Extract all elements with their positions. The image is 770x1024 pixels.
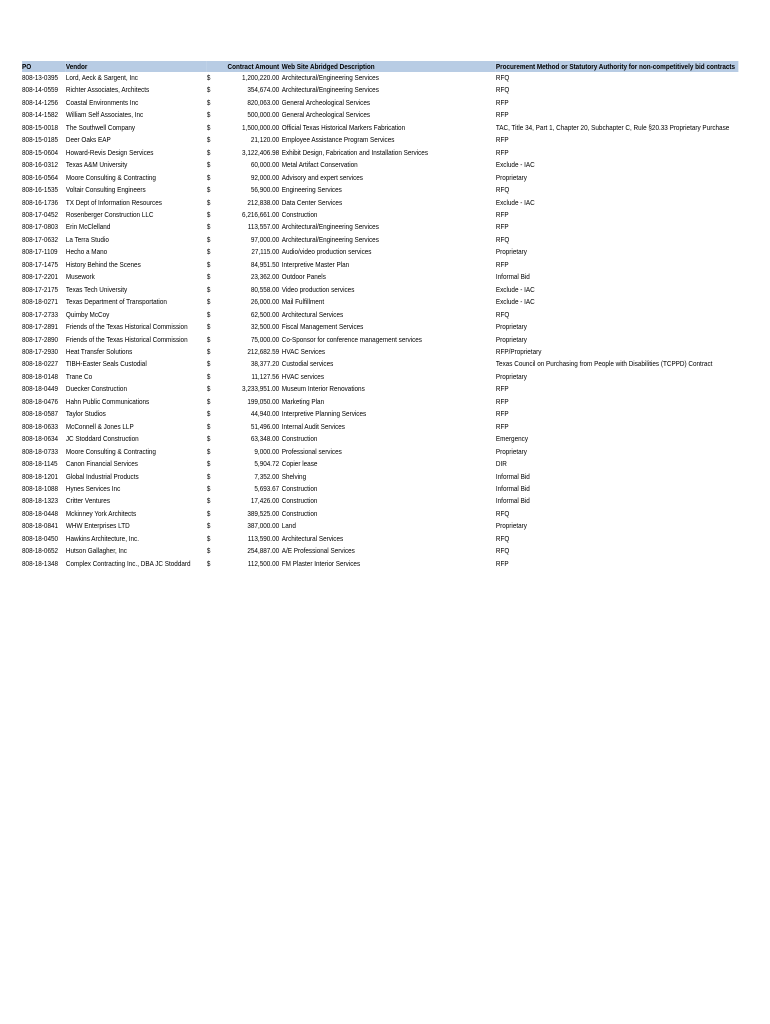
po-cell: 808-18-1088 bbox=[22, 483, 59, 493]
amount-cell: 92,000.00 bbox=[250, 172, 280, 182]
currency-symbol: $ bbox=[206, 446, 211, 456]
table-row bbox=[22, 234, 738, 246]
amount-cell: 820,063.00 bbox=[247, 97, 280, 107]
description-cell: Data Center Services bbox=[281, 197, 343, 207]
method-cell: RFP bbox=[495, 384, 509, 394]
method-cell: DIR bbox=[495, 459, 507, 469]
table-row bbox=[22, 246, 738, 258]
currency-symbol: $ bbox=[206, 459, 211, 469]
description-cell: Outdoor Panels bbox=[281, 272, 326, 282]
amount-cell: 7,352.00 bbox=[254, 471, 280, 481]
table-body bbox=[22, 72, 738, 570]
currency-symbol: $ bbox=[206, 234, 211, 244]
currency-symbol: $ bbox=[206, 297, 211, 307]
method-cell: Proprietary bbox=[495, 172, 527, 182]
currency-symbol: $ bbox=[206, 508, 211, 518]
amount-cell: 3,122,406.98 bbox=[242, 147, 280, 157]
table-row bbox=[22, 533, 738, 545]
table-row bbox=[22, 408, 738, 420]
amount-cell: 63,348.00 bbox=[250, 434, 280, 444]
amount-cell: 387,000.00 bbox=[247, 521, 280, 531]
po-cell: 808-18-0227 bbox=[22, 359, 59, 369]
vendor-cell: Friends of the Texas Historical Commission bbox=[65, 334, 188, 344]
vendor-cell: Coastal Environments Inc bbox=[65, 97, 139, 107]
amount-cell: 32,500.00 bbox=[250, 322, 280, 332]
method-cell: RFP bbox=[495, 259, 509, 269]
po-cell: 808-18-1201 bbox=[22, 471, 59, 481]
vendor-cell: Howard-Revis Design Services bbox=[65, 147, 154, 157]
description-cell: Co-Sponsor for conference management services bbox=[281, 334, 422, 344]
description-cell: Construction bbox=[281, 209, 318, 219]
amount-cell: 112,500.00 bbox=[247, 558, 280, 568]
vendor-cell: Hynes Services Inc bbox=[65, 483, 121, 493]
amount-cell: 75,000.00 bbox=[250, 334, 280, 344]
description-cell: Construction bbox=[281, 483, 318, 493]
table-row bbox=[22, 184, 738, 196]
table-row bbox=[22, 209, 738, 221]
amount-cell: 11,127.56 bbox=[251, 371, 280, 381]
method-cell: RFP bbox=[495, 409, 509, 419]
table-row bbox=[22, 147, 738, 159]
po-cell: 808-17-0803 bbox=[22, 222, 59, 232]
currency-symbol: $ bbox=[206, 322, 211, 332]
amount-cell: 44,940.00 bbox=[250, 409, 280, 419]
amount-cell: 212,838.00 bbox=[247, 197, 280, 207]
description-cell: Construction bbox=[281, 508, 318, 518]
description-cell: Marketing Plan bbox=[281, 396, 325, 406]
vendor-cell: Voltair Consulting Engineers bbox=[65, 185, 146, 195]
vendor-cell: TX Dept of Information Resources bbox=[65, 197, 162, 207]
amount-cell: 60,000.00 bbox=[250, 160, 280, 170]
contracts-table bbox=[22, 61, 738, 570]
table-row bbox=[22, 271, 738, 283]
vendor-cell: Duecker Construction bbox=[65, 384, 127, 394]
method-cell: TAC, Title 34, Part 1, Chapter 20, Subchapter C, Rule §20.33 Proprietary Purchase bbox=[495, 122, 730, 132]
table-row bbox=[22, 84, 738, 96]
po-cell: 808-17-2175 bbox=[22, 284, 59, 294]
vendor-cell: Hutson Gallagher, Inc bbox=[65, 546, 127, 556]
po-cell: 808-16-1535 bbox=[22, 185, 59, 195]
amount-cell: 389,525.00 bbox=[247, 508, 280, 518]
method-cell: Proprietary bbox=[495, 371, 527, 381]
description-cell: General Archeological Services bbox=[281, 110, 371, 120]
po-cell: 808-18-1348 bbox=[22, 558, 59, 568]
vendor-cell: Texas A&M University bbox=[65, 160, 128, 170]
currency-symbol: $ bbox=[206, 533, 211, 543]
table-row bbox=[22, 122, 738, 134]
amount-cell: 51,496.00 bbox=[250, 421, 280, 431]
currency-symbol: $ bbox=[206, 371, 211, 381]
po-cell: 808-16-0312 bbox=[22, 160, 59, 170]
currency-symbol: $ bbox=[206, 409, 211, 419]
description-cell: Construction bbox=[281, 496, 318, 506]
description-cell: A/E Professional Services bbox=[281, 546, 355, 556]
amount-cell: 27,115.00 bbox=[251, 247, 280, 257]
currency-symbol: $ bbox=[206, 284, 211, 294]
description-cell: Advisory and expert services bbox=[281, 172, 363, 182]
po-cell: 808-13-0395 bbox=[22, 73, 59, 82]
amount-cell: 3,233,951.00 bbox=[242, 384, 280, 394]
header-contract-amount: Contract Amount bbox=[227, 62, 280, 71]
table-row bbox=[22, 159, 738, 171]
currency-symbol: $ bbox=[206, 209, 211, 219]
method-cell: RFP bbox=[495, 558, 509, 568]
description-cell: Architectural Services bbox=[281, 533, 344, 543]
vendor-cell: Heat Transfer Solutions bbox=[65, 346, 133, 356]
amount-cell: 21,120.00 bbox=[250, 135, 280, 145]
method-cell: RFP bbox=[495, 97, 509, 107]
method-cell: RFQ bbox=[495, 234, 510, 244]
amount-cell: 17,426.00 bbox=[250, 496, 280, 506]
description-cell: Fiscal Management Services bbox=[281, 322, 364, 332]
amount-cell: 354,674.00 bbox=[247, 85, 280, 95]
header-vendor: Vendor bbox=[65, 62, 88, 71]
currency-symbol: $ bbox=[206, 396, 211, 406]
currency-symbol: $ bbox=[206, 421, 211, 431]
po-cell: 808-18-0733 bbox=[22, 446, 59, 456]
amount-cell: 23,362.00 bbox=[250, 272, 280, 282]
method-cell: Informal Bid bbox=[495, 496, 530, 506]
po-cell: 808-14-1582 bbox=[22, 110, 59, 120]
table-row bbox=[22, 508, 738, 520]
vendor-cell: Friends of the Texas Historical Commission bbox=[65, 322, 188, 332]
method-cell: Informal Bid bbox=[495, 272, 530, 282]
method-cell: RFQ bbox=[495, 309, 510, 319]
description-cell: Shelving bbox=[281, 471, 307, 481]
currency-symbol: $ bbox=[206, 172, 211, 182]
vendor-cell: Erin McClelland bbox=[65, 222, 111, 232]
description-cell: Architectural/Engineering Services bbox=[281, 85, 379, 95]
method-cell: Proprietary bbox=[495, 446, 527, 456]
description-cell: Land bbox=[281, 521, 296, 531]
method-cell: RFQ bbox=[495, 546, 510, 556]
amount-cell: 97,000.00 bbox=[250, 234, 280, 244]
method-cell: Proprietary bbox=[495, 247, 527, 257]
amount-cell: 254,887.00 bbox=[247, 546, 280, 556]
description-cell: Mail Fulfillment bbox=[281, 297, 325, 307]
amount-cell: 62,500.00 bbox=[250, 309, 280, 319]
amount-cell: 9,000.00 bbox=[254, 446, 280, 456]
method-cell: Exclude - IAC bbox=[495, 197, 535, 207]
vendor-cell: History Behind the Scenes bbox=[65, 259, 141, 269]
table-row bbox=[22, 433, 738, 445]
method-cell: Informal Bid bbox=[495, 483, 530, 493]
amount-cell: 80,558.00 bbox=[250, 284, 280, 294]
currency-symbol: $ bbox=[206, 110, 211, 120]
description-cell: Interpretive Master Plan bbox=[281, 259, 350, 269]
vendor-cell: JC Stoddard Construction bbox=[65, 434, 139, 444]
po-cell: 808-17-2930 bbox=[22, 346, 59, 356]
po-cell: 808-18-0450 bbox=[22, 533, 59, 543]
po-cell: 808-18-1323 bbox=[22, 496, 59, 506]
vendor-cell: Moore Consulting & Contracting bbox=[65, 446, 156, 456]
vendor-cell: The Southwell Company bbox=[65, 122, 136, 132]
currency-symbol: $ bbox=[206, 471, 211, 481]
method-cell: RFQ bbox=[495, 185, 510, 195]
po-cell: 808-17-1109 bbox=[22, 247, 58, 257]
description-cell: Museum Interior Renovations bbox=[281, 384, 365, 394]
vendor-cell: Texas Tech University bbox=[65, 284, 128, 294]
method-cell: Exclude - IAC bbox=[495, 284, 535, 294]
vendor-cell: Complex Contracting Inc., DBA JC Stoddard bbox=[65, 558, 191, 568]
header-method: Procurement Method or Statutory Authority for non-competitively bid contracts bbox=[495, 62, 736, 71]
amount-cell: 84,951.50 bbox=[250, 259, 280, 269]
description-cell: Audio/video production services bbox=[281, 247, 372, 257]
po-cell: 808-18-0449 bbox=[22, 384, 59, 394]
po-cell: 808-18-1145 bbox=[22, 459, 58, 469]
po-cell: 808-16-0564 bbox=[22, 172, 59, 182]
vendor-cell: Taylor Studios bbox=[65, 409, 106, 419]
amount-cell: 5,693.67 bbox=[254, 483, 280, 493]
table-row bbox=[22, 346, 738, 358]
vendor-cell: Deer Oaks EAP bbox=[65, 135, 111, 145]
po-cell: 808-18-0148 bbox=[22, 371, 59, 381]
method-cell: RFP bbox=[495, 110, 509, 120]
table-row bbox=[22, 483, 738, 495]
method-cell: RFQ bbox=[495, 533, 510, 543]
table-row bbox=[22, 458, 738, 470]
vendor-cell: Canon Financial Services bbox=[65, 459, 138, 469]
description-cell: Internal Audit Services bbox=[281, 421, 345, 431]
po-cell: 808-16-1736 bbox=[22, 197, 59, 207]
vendor-cell: Richter Associates, Architects bbox=[65, 85, 150, 95]
po-cell: 808-17-1475 bbox=[22, 259, 59, 269]
table-row bbox=[22, 296, 738, 308]
method-cell: RFP bbox=[495, 396, 509, 406]
po-cell: 808-15-0604 bbox=[22, 147, 59, 157]
po-cell: 808-15-0185 bbox=[22, 135, 59, 145]
table-row bbox=[22, 259, 738, 271]
table-row bbox=[22, 396, 738, 408]
po-cell: 808-18-0633 bbox=[22, 421, 59, 431]
method-cell: Exclude - IAC bbox=[495, 160, 535, 170]
currency-symbol: $ bbox=[206, 247, 211, 257]
description-cell: Engineering Services bbox=[281, 185, 342, 195]
currency-symbol: $ bbox=[206, 359, 211, 369]
table-row bbox=[22, 109, 738, 121]
currency-symbol: $ bbox=[206, 546, 211, 556]
method-cell: RFP/Proprietary bbox=[495, 346, 542, 356]
currency-symbol: $ bbox=[206, 160, 211, 170]
po-cell: 808-17-2890 bbox=[22, 334, 59, 344]
po-cell: 808-18-0271 bbox=[22, 297, 59, 307]
table-row bbox=[22, 134, 738, 146]
currency-symbol: $ bbox=[206, 434, 211, 444]
table-row bbox=[22, 471, 738, 483]
description-cell: HVAC services bbox=[281, 371, 325, 381]
method-cell: Informal Bid bbox=[495, 471, 530, 481]
currency-symbol: $ bbox=[206, 97, 211, 107]
currency-symbol: $ bbox=[206, 122, 211, 132]
table-row bbox=[22, 446, 738, 458]
description-cell: Employee Assistance Program Services bbox=[281, 135, 395, 145]
description-cell: Custodial services bbox=[281, 359, 334, 369]
amount-cell: 1,500,000.00 bbox=[242, 122, 280, 132]
currency-symbol: $ bbox=[206, 334, 211, 344]
po-cell: 808-18-0448 bbox=[22, 508, 59, 518]
po-cell: 808-18-0841 bbox=[22, 521, 59, 531]
po-cell: 808-17-2733 bbox=[22, 309, 59, 319]
po-cell: 808-17-0632 bbox=[22, 234, 59, 244]
amount-cell: 6,216,661.00 bbox=[242, 209, 280, 219]
table-row bbox=[22, 97, 738, 109]
table-row bbox=[22, 383, 738, 395]
table-row bbox=[22, 545, 738, 557]
vendor-cell: Mckinney York Architects bbox=[65, 508, 137, 518]
po-cell: 808-17-2201 bbox=[22, 272, 59, 282]
vendor-cell: Quimby McCoy bbox=[65, 309, 110, 319]
po-cell: 808-18-0634 bbox=[22, 434, 59, 444]
method-cell: RFP bbox=[495, 135, 509, 145]
amount-cell: 38,377.20 bbox=[250, 359, 280, 369]
header-po: PO bbox=[22, 62, 32, 71]
description-cell: Architectural Services bbox=[281, 309, 344, 319]
amount-cell: 5,904.72 bbox=[254, 459, 280, 469]
description-cell: Architectural/Engineering Services bbox=[281, 234, 379, 244]
amount-cell: 1,200,220.00 bbox=[242, 73, 280, 82]
table-row bbox=[22, 72, 738, 84]
vendor-cell: Hecho a Mano bbox=[65, 247, 108, 257]
method-cell: RFP bbox=[495, 209, 509, 219]
method-cell: RFQ bbox=[495, 73, 510, 82]
vendor-cell: Trane Co bbox=[65, 371, 93, 381]
description-cell: Construction bbox=[281, 434, 318, 444]
po-cell: 808-18-0476 bbox=[22, 396, 59, 406]
table-row bbox=[22, 321, 738, 333]
table-row bbox=[22, 284, 738, 296]
method-cell: Proprietary bbox=[495, 322, 527, 332]
table-row bbox=[22, 221, 738, 233]
amount-cell: 113,557.00 bbox=[247, 222, 280, 232]
vendor-cell: Global Industrial Products bbox=[65, 471, 139, 481]
vendor-cell: William Self Associates, Inc bbox=[65, 110, 144, 120]
description-cell: HVAC Services bbox=[281, 346, 326, 356]
description-cell: Video production services bbox=[281, 284, 355, 294]
table-row bbox=[22, 197, 738, 209]
contracts-sheet bbox=[22, 61, 736, 570]
po-cell: 808-14-1256 bbox=[22, 97, 59, 107]
method-cell: Proprietary bbox=[495, 521, 527, 531]
amount-cell: 26,000.00 bbox=[250, 297, 280, 307]
method-cell: Texas Council on Purchasing from People with Disabilities (TCPPD) Contract bbox=[495, 359, 713, 369]
currency-symbol: $ bbox=[206, 259, 211, 269]
description-cell: Professional services bbox=[281, 446, 342, 456]
po-cell: 808-18-0652 bbox=[22, 546, 59, 556]
method-cell: Exclude - IAC bbox=[495, 297, 535, 307]
vendor-cell: Hahn Public Communications bbox=[65, 396, 150, 406]
currency-symbol: $ bbox=[206, 85, 211, 95]
currency-symbol: $ bbox=[206, 222, 211, 232]
method-cell: Proprietary bbox=[495, 334, 527, 344]
vendor-cell: Rosenberger Construction LLC bbox=[65, 209, 154, 219]
vendor-cell: TIBH-Easter Seals Custodial bbox=[65, 359, 147, 369]
method-cell: RFP bbox=[495, 147, 509, 157]
description-cell: Exhibit Design, Fabrication and Installation Services bbox=[281, 147, 429, 157]
table-row bbox=[22, 309, 738, 321]
po-cell: 808-15-0018 bbox=[22, 122, 59, 132]
currency-symbol: $ bbox=[206, 346, 211, 356]
currency-symbol: $ bbox=[206, 558, 211, 568]
vendor-cell: McConnell & Jones LLP bbox=[65, 421, 134, 431]
currency-symbol: $ bbox=[206, 521, 211, 531]
vendor-cell: Hawkins Architecture, Inc. bbox=[65, 533, 139, 543]
description-cell: Metal Artifact Conservation bbox=[281, 160, 358, 170]
vendor-cell: WHW Enterprises LTD bbox=[65, 521, 130, 531]
table-row bbox=[22, 558, 738, 570]
table-row bbox=[22, 172, 738, 184]
vendor-cell: Lord, Aeck & Sargent, Inc bbox=[65, 73, 138, 82]
vendor-cell: La Terra Studio bbox=[65, 234, 109, 244]
currency-symbol: $ bbox=[206, 384, 211, 394]
currency-symbol: $ bbox=[206, 135, 211, 145]
vendor-cell: Critter Ventures bbox=[65, 496, 111, 506]
description-cell: General Archeological Services bbox=[281, 97, 371, 107]
table-row bbox=[22, 495, 738, 507]
table-row bbox=[22, 334, 738, 346]
amount-cell: 56,900.00 bbox=[250, 185, 280, 195]
currency-symbol: $ bbox=[206, 197, 211, 207]
header-row bbox=[22, 61, 738, 72]
currency-symbol: $ bbox=[206, 185, 211, 195]
currency-symbol: $ bbox=[206, 147, 211, 157]
currency-symbol: $ bbox=[206, 272, 211, 282]
method-cell: RFP bbox=[495, 222, 509, 232]
amount-cell: 113,590.00 bbox=[247, 533, 280, 543]
amount-cell: 199,050.00 bbox=[247, 396, 280, 406]
amount-cell: 500,000.00 bbox=[247, 110, 280, 120]
description-cell: Official Texas Historical Markers Fabrication bbox=[281, 122, 406, 132]
vendor-cell: Texas Department of Transportation bbox=[65, 297, 167, 307]
description-cell: Architectural/Engineering Services bbox=[281, 73, 379, 82]
description-cell: FM Plaster Interior Services bbox=[281, 558, 361, 568]
amount-cell: 212,682.59 bbox=[247, 346, 280, 356]
method-cell: RFP bbox=[495, 421, 509, 431]
table-row bbox=[22, 520, 738, 532]
currency-symbol: $ bbox=[206, 496, 211, 506]
table-row bbox=[22, 358, 738, 370]
po-cell: 808-17-0452 bbox=[22, 209, 59, 219]
method-cell: RFQ bbox=[495, 85, 510, 95]
description-cell: Architectural/Engineering Services bbox=[281, 222, 379, 232]
table-row bbox=[22, 421, 738, 433]
method-cell: Emergency bbox=[495, 434, 529, 444]
po-cell: 808-17-2891 bbox=[22, 322, 59, 332]
currency-symbol: $ bbox=[206, 309, 211, 319]
description-cell: Interpretive Planning Services bbox=[281, 409, 367, 419]
po-cell: 808-18-0587 bbox=[22, 409, 59, 419]
table-row bbox=[22, 371, 738, 383]
vendor-cell: Musework bbox=[65, 272, 95, 282]
vendor-cell: Moore Consulting & Contracting bbox=[65, 172, 156, 182]
po-cell: 808-14-0559 bbox=[22, 85, 59, 95]
header-description: Web Site Abridged Description bbox=[281, 62, 375, 71]
currency-symbol: $ bbox=[206, 483, 211, 493]
currency-symbol: $ bbox=[206, 73, 211, 82]
method-cell: RFQ bbox=[495, 508, 510, 518]
description-cell: Copier lease bbox=[281, 459, 318, 469]
